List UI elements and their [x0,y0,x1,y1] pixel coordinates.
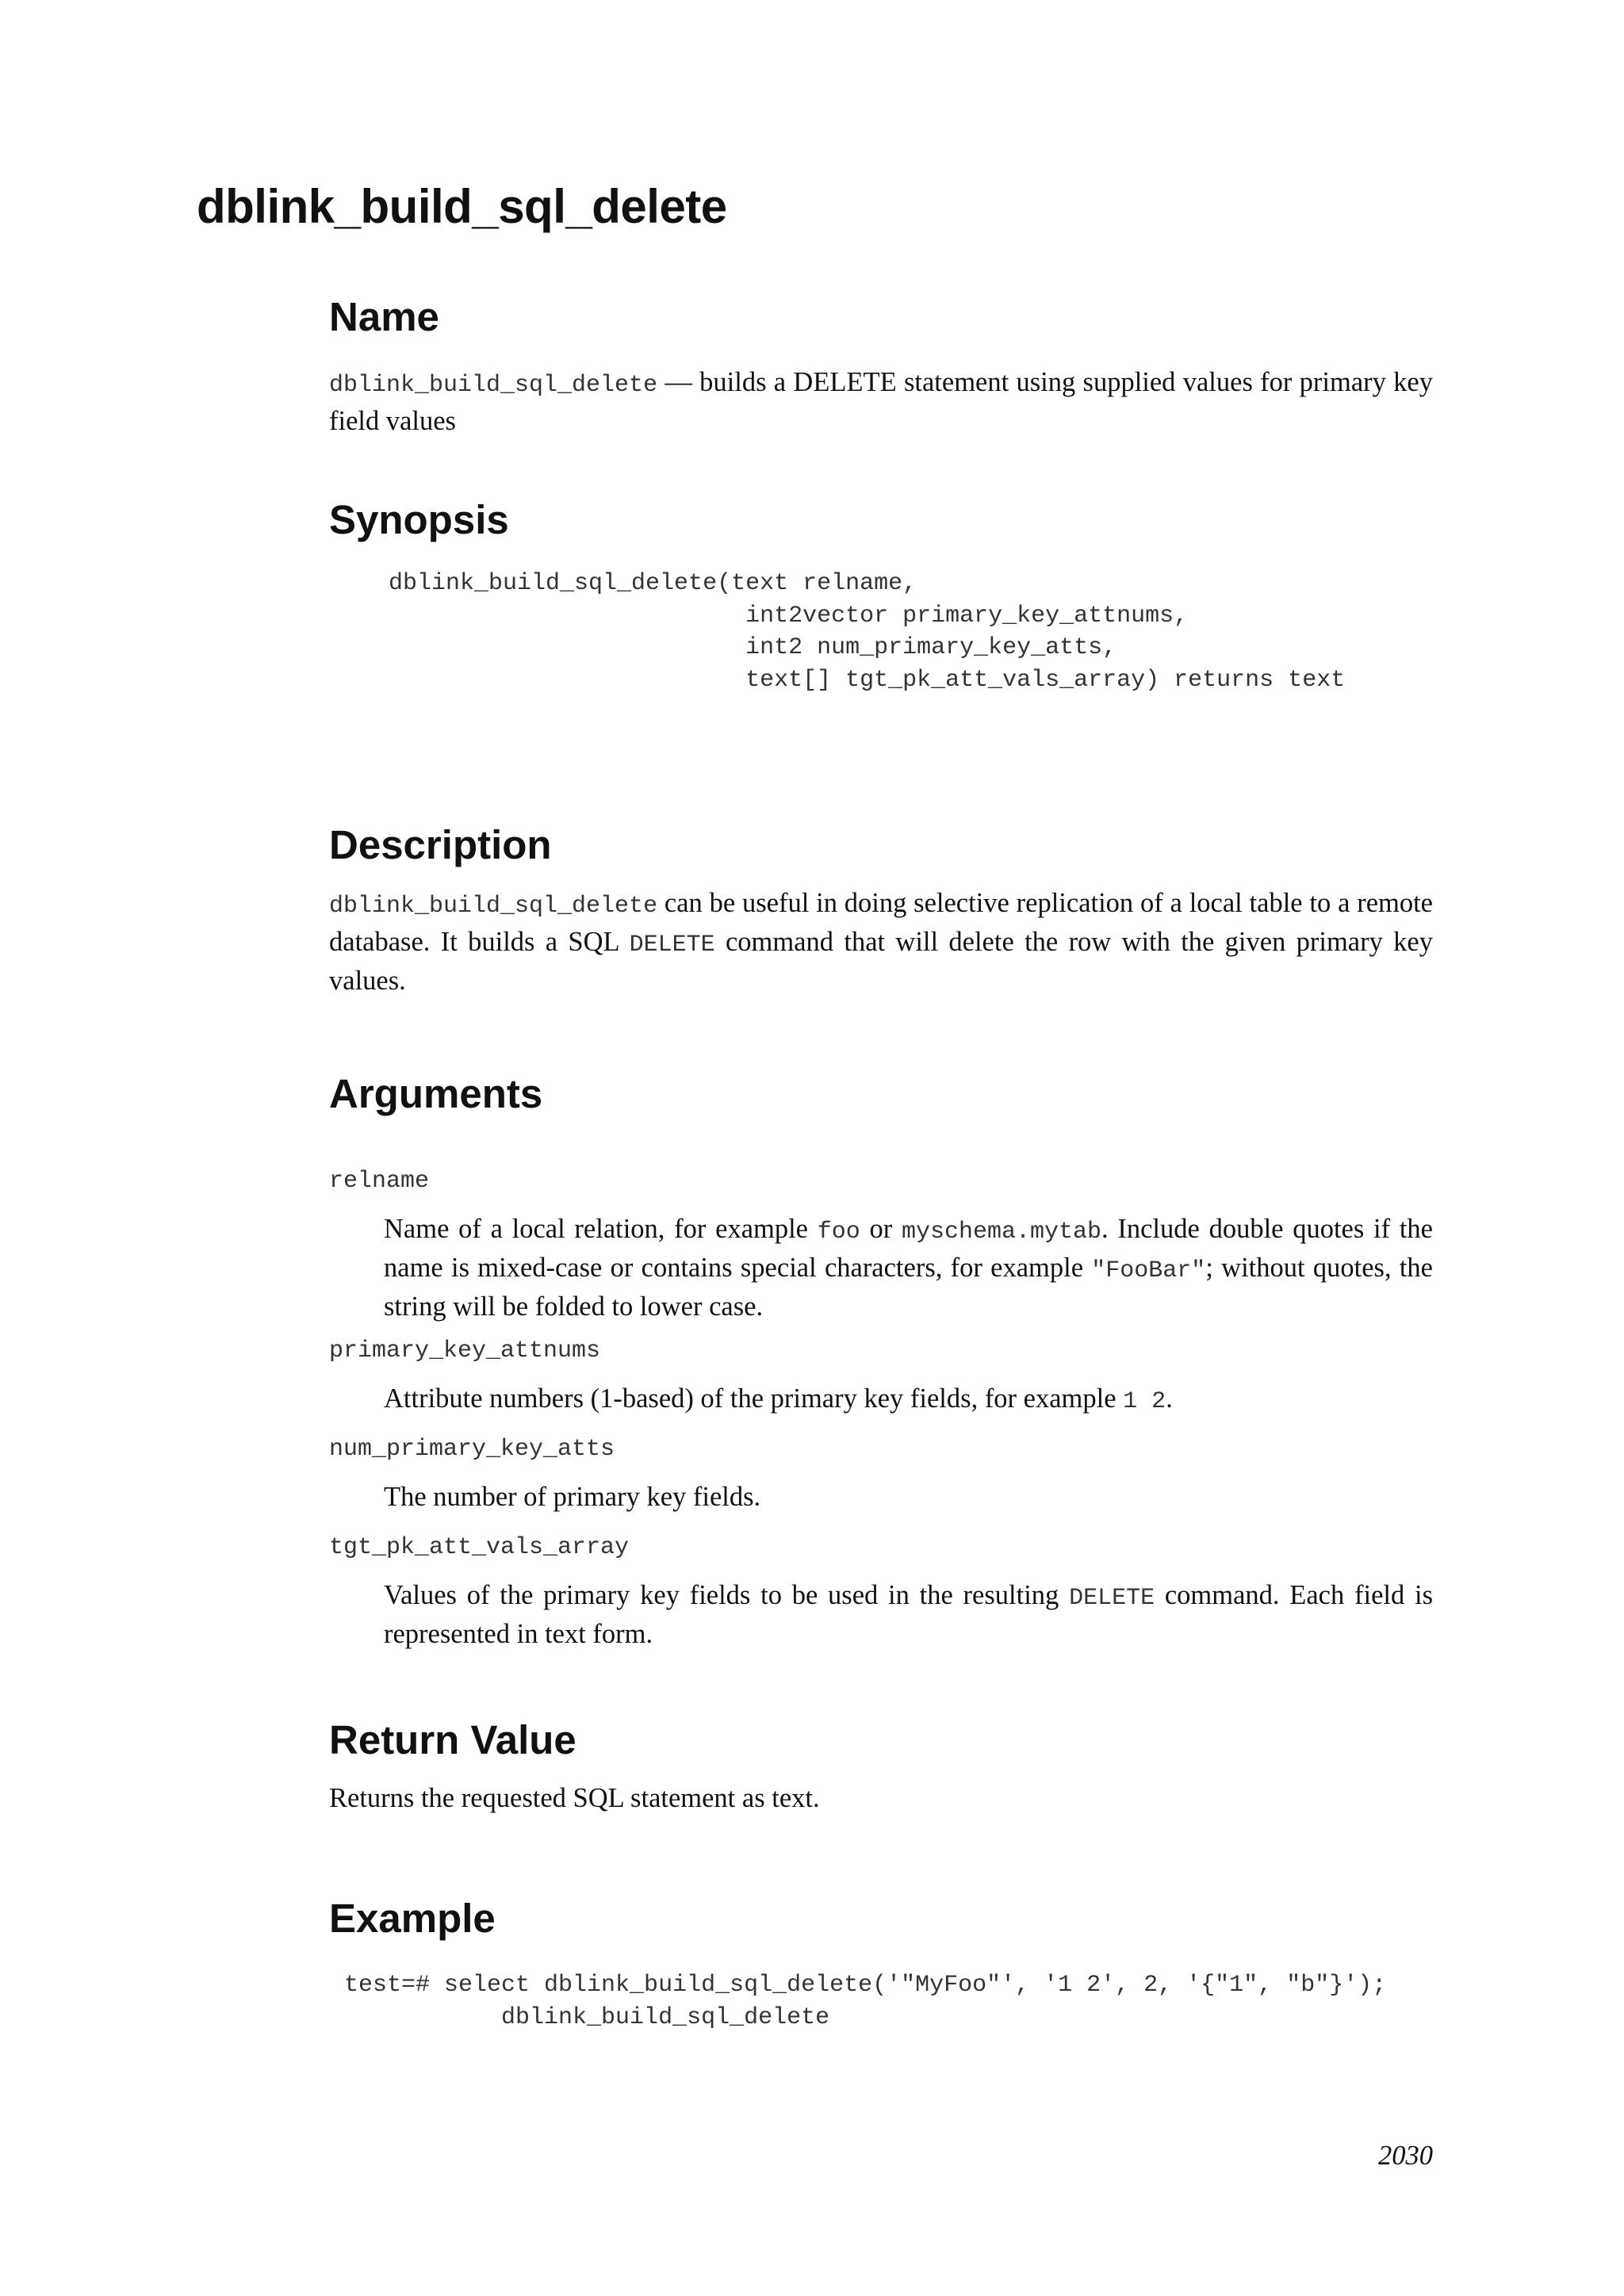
relname-text-3: . Include double quotes if the name is mixed-case or contains special characters, for example [384,1214,1433,1283]
function-name: dblink_build_sql_delete [329,372,658,399]
argument-term-primary-key-attnums: primary_key_attnums [329,1337,601,1364]
relname-code-mytab: myschema.mytab [901,1219,1102,1246]
arguments-heading: Arguments [329,1071,543,1116]
relname-code-foobar: "FooBar" [1091,1257,1206,1284]
vals-text-1: Values of the primary key fields to be used in the resulting [384,1580,1070,1610]
synopsis-heading: Synopsis [329,497,509,542]
attnums-text-2: . [1166,1383,1173,1414]
attnums-text-1: Attribute numbers (1-based) of the primary key fields, for example [384,1383,1124,1414]
name-paragraph [329,365,1433,439]
argument-def-tgt-pk-att-vals-array [384,1578,1433,1652]
argument-term-relname: relname [329,1168,430,1195]
relname-text-4: ; without quotes, the string will be folded to lower case. [384,1253,1433,1322]
relname-text-1: Name of a local relation, for example [384,1214,818,1244]
argument-def-primary-key-attnums [384,1381,1433,1420]
argument-def-num-primary-key-atts [384,1479,1433,1515]
description-code-delete: DELETE [629,932,715,959]
page-title: dblink_build_sql_delete [197,180,727,233]
example-heading: Example [329,1896,496,1941]
function-purpose: — builds a DELETE statement using supplied values for primary key field values [329,367,1433,436]
page-number: 2030 [1378,2141,1433,2171]
argument-term-tgt-pk-att-vals-array: tgt_pk_att_vals_array [329,1534,630,1561]
vals-code-delete: DELETE [1069,1585,1155,1612]
description-function: dblink_build_sql_delete [329,893,658,920]
description-paragraph [329,886,1433,999]
relname-text-2: or [860,1214,902,1244]
description-text-1: can be useful in doing selective replication of a local table to a remote database. It builds a SQL [329,888,1433,957]
num-atts-text: The number of primary key fields. [384,1482,761,1512]
argument-def-relname [384,1211,1433,1325]
return-value-heading: Return Value [329,1717,576,1762]
argument-term-num-primary-key-atts: num_primary_key_atts [329,1436,615,1463]
return-value-paragraph: Returns the requested SQL statement as text. [329,1783,820,1813]
relname-code-foo: foo [817,1219,860,1246]
description-heading: Description [329,822,552,867]
example-code: test=# select dblink_build_sql_delete('"MyFoo"', '1 2', 2, '{"1", "b"}'); dblink_build_sql_delete [344,1972,1387,2031]
synopsis-code: dblink_build_sql_delete(text relname, int2vector primary_key_attnums, int2 num_primary_key_atts, text[] tgt_pk_att_vals_array) returns text [389,570,1346,694]
vals-text-2: command. Each field is represented in text form. [384,1580,1434,1649]
name-heading: Name [329,294,439,339]
attnums-code: 1 2 [1123,1388,1166,1415]
description-text-2: command that will delete the row with the given primary key values. [329,927,1433,996]
